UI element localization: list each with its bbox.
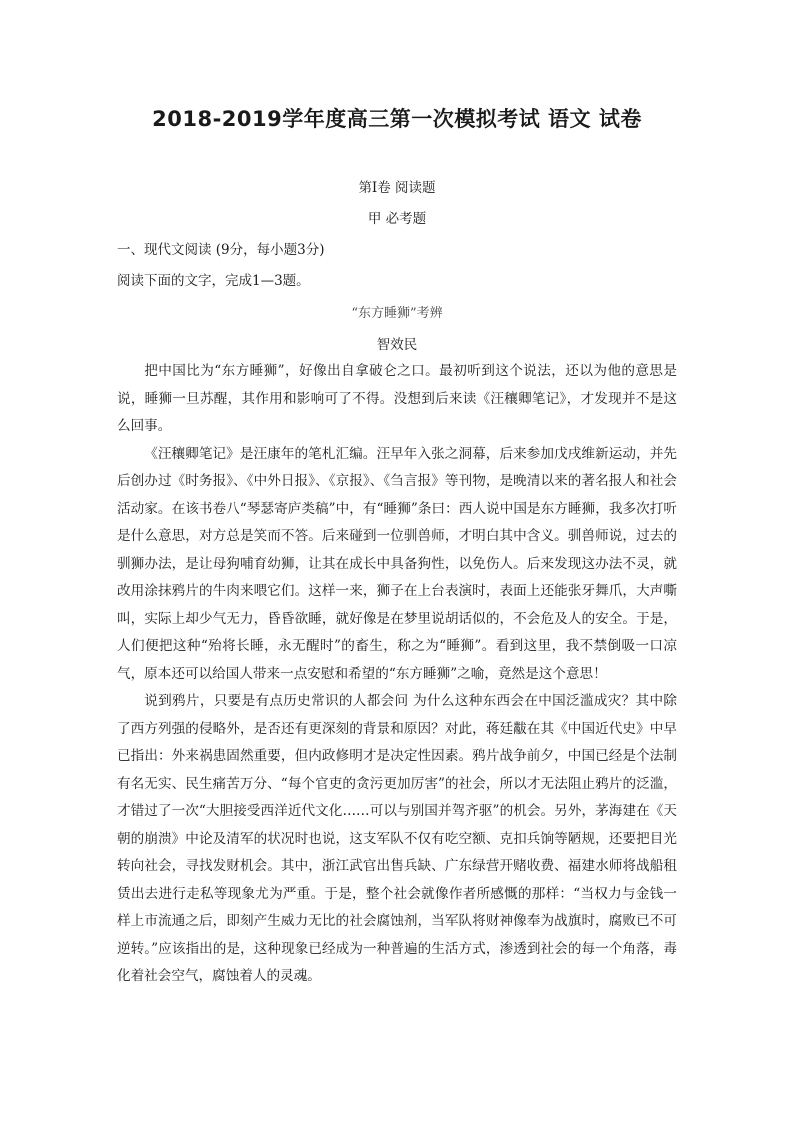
reading-instruction: 阅读下面的文字，完成1—3题。 [117,273,310,289]
subpart-label: 甲 必考题 [367,211,427,227]
article-paragraph-1: 把中国比为“东方睡狮”，好像出自拿破仑之口。最初听到这个说法，还以为他的意思是说，睡狮一旦苏醒，其作用和影响可了不得。没想到后来读《汪穰卿笔记》，才发现并不是这么回事。 [117,363,677,434]
exam-title: 2018-2019学年度高三第一次模拟考试 语文 试卷 [152,107,642,131]
article-body [117,358,677,991]
article-paragraph-2: 《汪穰卿笔记》是汪康年的笔札汇编。汪早年入张之洞幕，后来参加戊戌维新运动，并先后创办过《时务报》、《中外日报》、《京报》、《刍言报》等刊物，是晚清以来的著名报人和社会活动家。在该书卷八“琴瑟寄庐类稿”中，有“睡狮”条曰：西人说中国是东方睡狮，我多次打听是什么意思，对方总是笑而不答。后来碰到一位驯兽师，才明白其中含义。驯兽师说，过去的驯狮办法，是让母狗哺育幼狮，让其在成长中具备狗性，以免伤人。后来发现这办法不灵，就改用涂抹鸦片的牛肉来喂它们。这样一来，狮子在上台表演时，表面上还能张牙舞爪，大声嘶叫，实际上却少气无力，昏昏欲睡，就好像是在梦里说胡话似的，不会危及人的安全。于是，人们便把这种“殆将长睡，永无醒时”的畜生，称之为“睡狮”。看到这里，我不禁倒吸一口凉气，原本还可以给国人带来一点安慰和希望的“东方睡狮”之喻，竟然是这个意思！ [117,445,677,682]
article-paragraph-3: 说到鸦片，只要是有点历史常识的人都会问 为什么这种东西会在中国泛滥成灾？其中除了西方列强的侵略外，是否还有更深刻的背景和原因？对此，蒋廷黻在其《中国近代史》中早已指出：外来祸患固然重要，但内政修明才是决定性因素。鸦片战争前夕，中国已经是个法制有名无实、民生痛苦万分、“每个官吏的贪污更加厉害”的社会，所以才无法阻止鸦片的泛滥，才错过了一次“大胆接受西洋近代文化……可以与别国并驾齐驱”的机会。另外，茅海建在《天朝的崩溃》中论及清军的状况时也说，这支军队不仅有吃空额、克扣兵饷等陋规，还要把目光转向社会，寻找发财机会。其中，浙江武官出售兵缺、广东绿营开赌收费、福建水师将战船租赁出去进行走私等现象尤为严重。于是，整个社会就像作者所感慨的那样：“当权力与金钱一样上市流通之后，即刻产生威力无比的社会腐蚀剂，当军队将财神像奉为战旗时，腐败已不可逆转。”应该指出的是，这种现象已经成为一种普遍的生活方式，渗透到社会的每一个角落，毒化着社会空气，腐蚀着人的灵魂。 [117,693,677,984]
article-author: 智效民 [376,337,418,353]
question-group-heading: 一、现代文阅读 (9分，每小题3分) [117,242,325,258]
article-title: “东方睡狮”考辨 [351,306,443,321]
part-label: 第I卷 阅读题 [358,180,436,196]
